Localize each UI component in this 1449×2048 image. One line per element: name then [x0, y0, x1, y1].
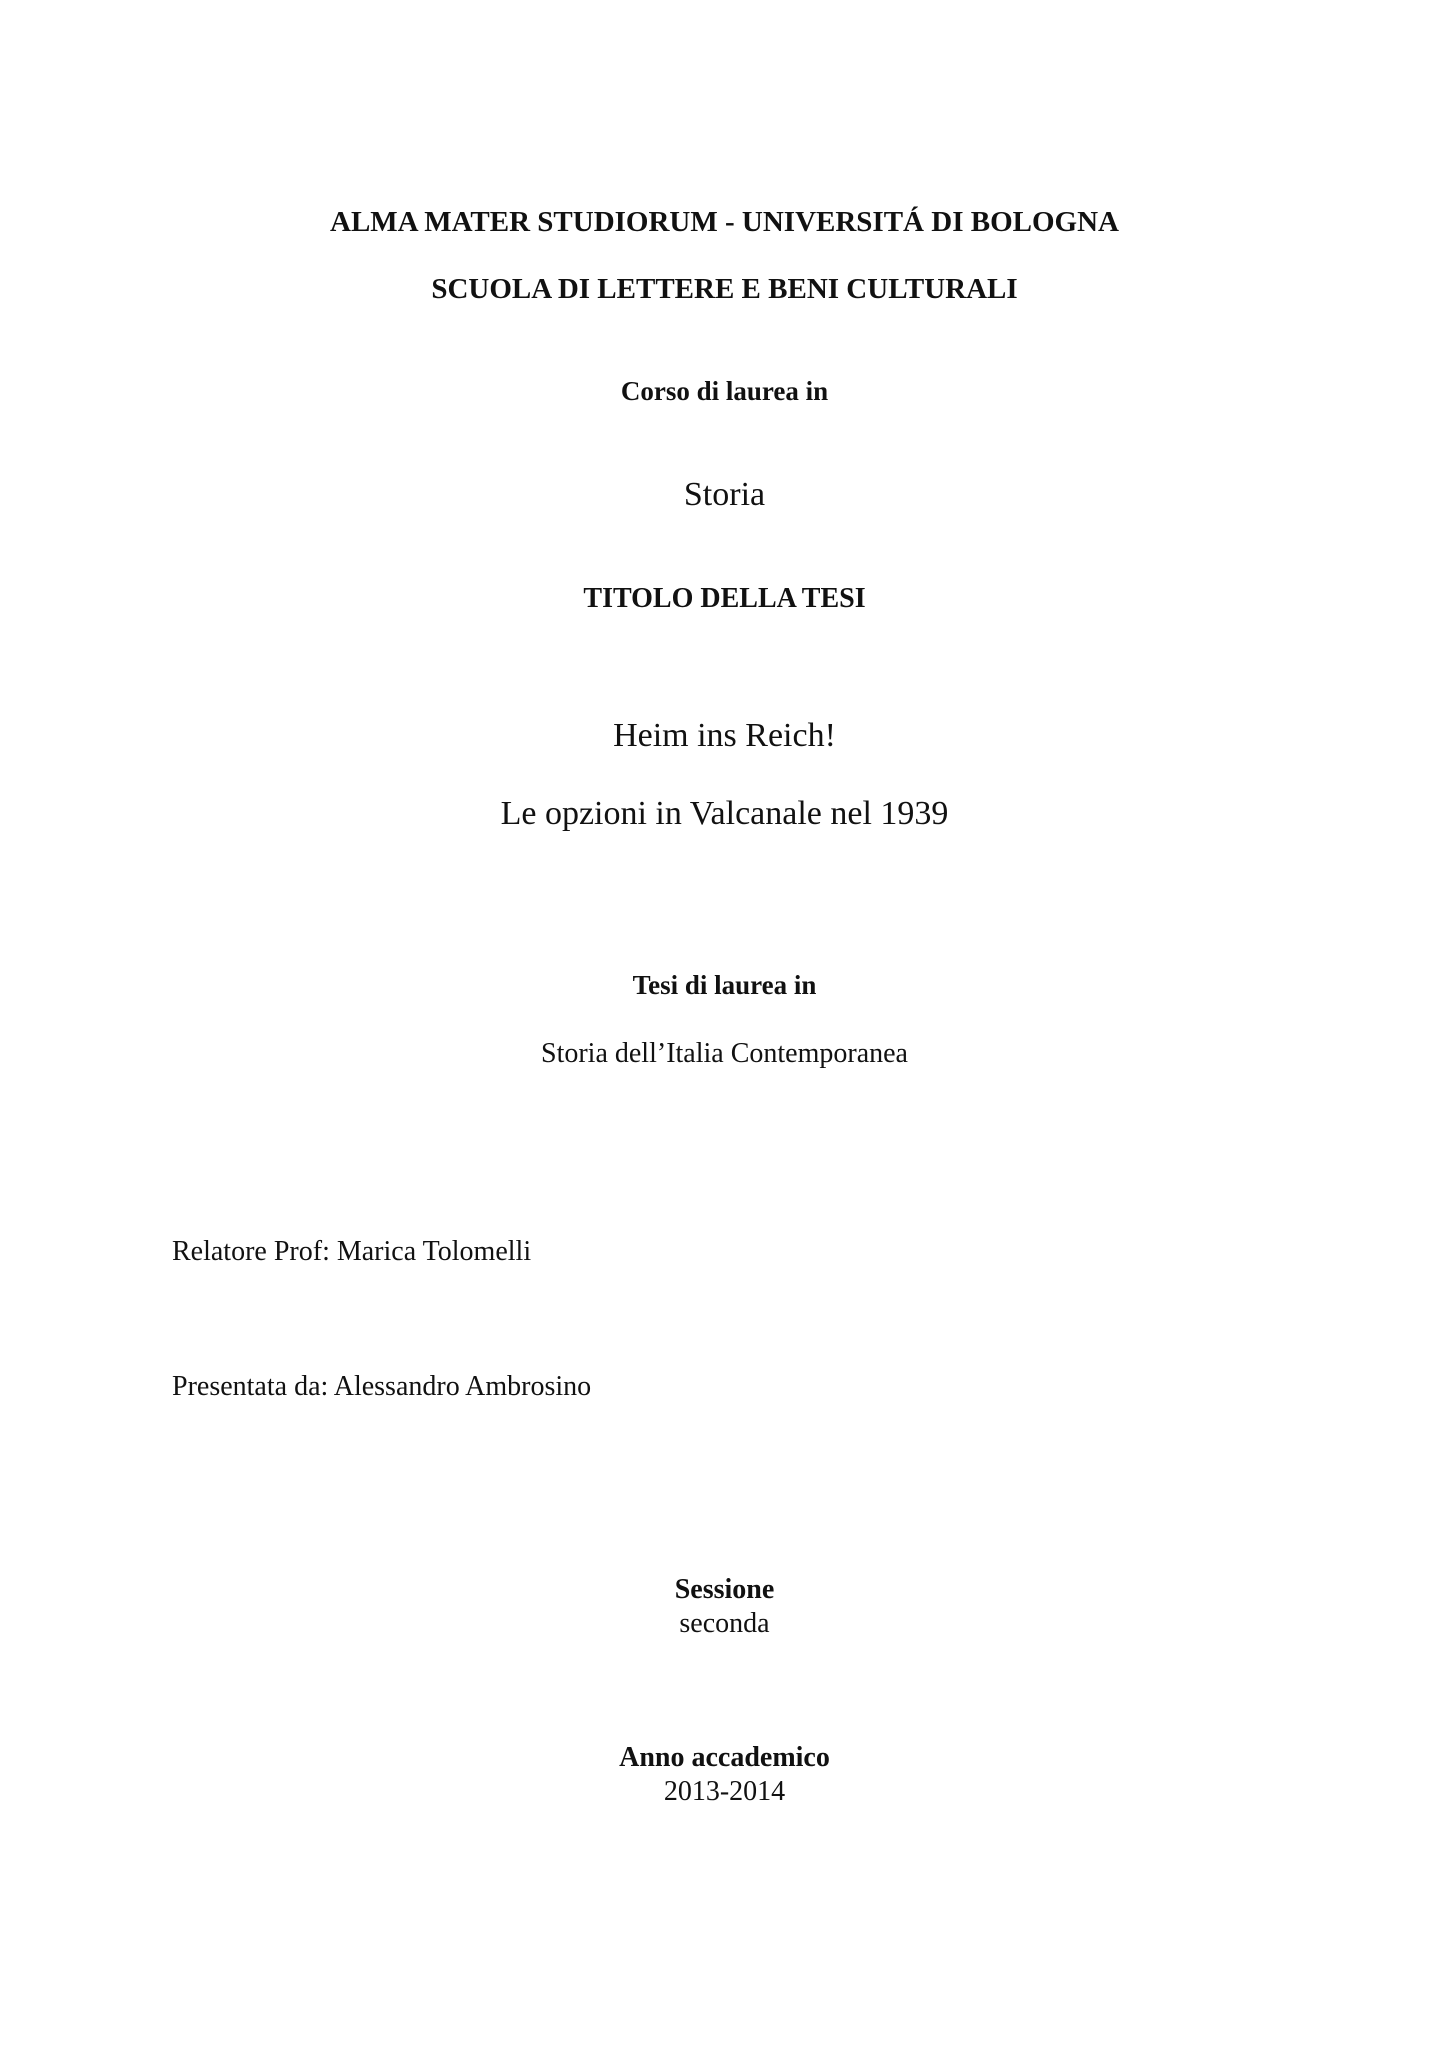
school-name: SCUOLA DI LETTERE E BENI CULTURALI [431, 273, 1018, 305]
session-value: seconda [679, 1608, 770, 1639]
thesis-title: Heim ins Reich! [613, 717, 836, 754]
session-label: Sessione [674, 1574, 775, 1605]
thesis-subject: Storia dell’Italia Contemporanea [541, 1038, 908, 1069]
course-label: Corso di laurea in [620, 376, 829, 406]
academic-year-value: 2013-2014 [663, 1776, 786, 1807]
academic-year-label: Anno accademico [619, 1742, 830, 1773]
presenter: Presentata da: Alessandro Ambrosino [172, 1371, 592, 1402]
thesis-title-label: TITOLO DELLA TESI [583, 583, 866, 614]
university-name: ALMA MATER STUDIORUM - UNIVERSITÁ DI BOLOGNA [330, 206, 1119, 238]
thesis-subject-label: Tesi di laurea in [632, 970, 817, 1000]
course-name: Storia [683, 476, 766, 513]
supervisor: Relatore Prof: Marica Tolomelli [172, 1236, 532, 1267]
thesis-subtitle: Le opzioni in Valcanale nel 1939 [500, 795, 949, 832]
